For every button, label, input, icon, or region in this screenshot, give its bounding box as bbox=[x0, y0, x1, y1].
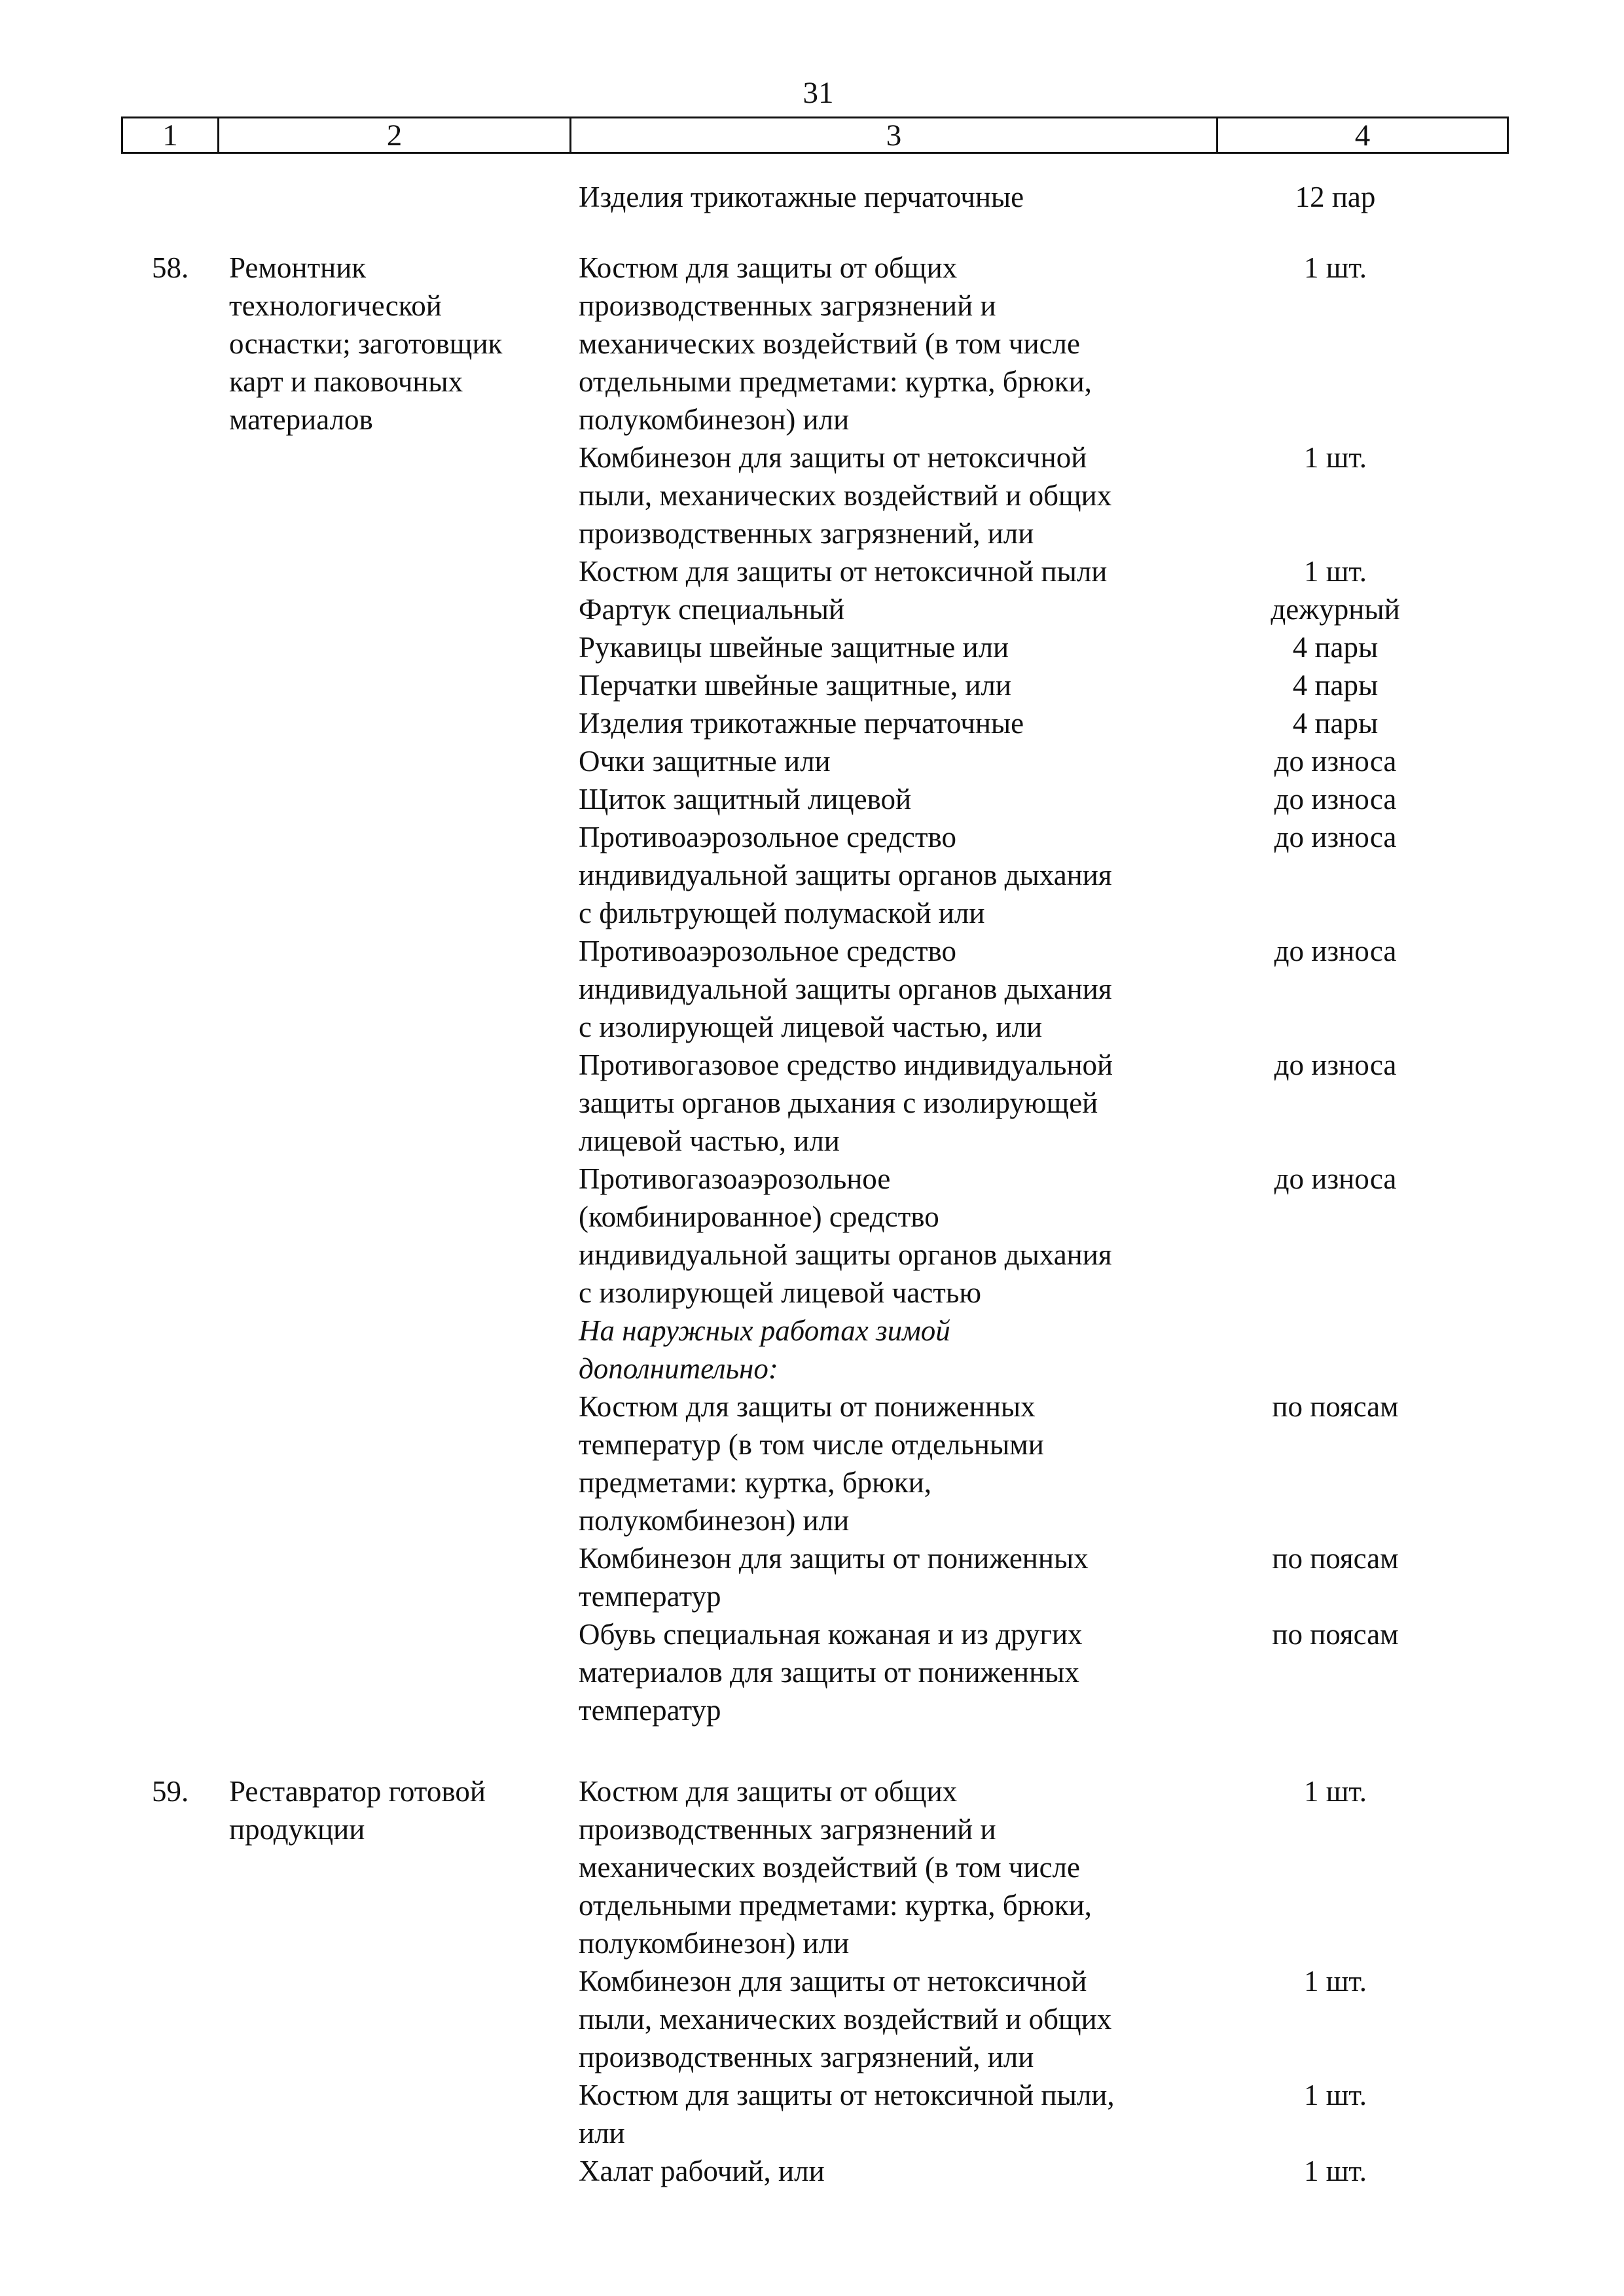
equipment-item-line: пыли, механических воздействий и общих bbox=[579, 2003, 1112, 2036]
equipment-item-line: или bbox=[579, 2117, 625, 2149]
equipment-item-line: Изделия трикотажные перчаточные bbox=[579, 181, 1024, 213]
equipment-item-line: Комбинезон для защиты от нетоксичной bbox=[579, 1965, 1087, 1998]
profession-name-line: Ремонтник bbox=[229, 251, 367, 284]
issue-norm: 4 пары bbox=[1292, 631, 1379, 664]
equipment-item-line: индивидуальной защиты органов дыхания bbox=[579, 859, 1112, 891]
issue-norm: 1 шт. bbox=[1304, 1775, 1367, 1808]
equipment-item-line: производственных загрязнений и bbox=[579, 1813, 996, 1846]
profession-name-line: карт и паковочных bbox=[229, 365, 463, 398]
equipment-item-line: предметами: куртка, брюки, bbox=[579, 1466, 931, 1499]
equipment-item-line: Противогазовое средство индивидуальной bbox=[579, 1049, 1113, 1081]
equipment-item-line: Очки защитные или bbox=[579, 745, 831, 778]
equipment-item-line: индивидуальной защиты органов дыхания bbox=[579, 973, 1112, 1005]
issue-norm: по поясам bbox=[1272, 1390, 1399, 1423]
equipment-item-line: температур (в том числе отдельными bbox=[579, 1428, 1044, 1461]
issue-norm: 1 шт. bbox=[1304, 251, 1367, 284]
equipment-item-line: механических воздействий (в том числе bbox=[579, 1851, 1080, 1884]
equipment-item-line: Костюм для защиты от общих bbox=[579, 251, 958, 284]
row-number: 58. bbox=[152, 251, 189, 284]
equipment-item-line: производственных загрязнений и bbox=[579, 289, 996, 322]
equipment-item-line: защиты органов дыхания с изолирующей bbox=[579, 1086, 1098, 1119]
equipment-item-line: Щиток защитный лицевой bbox=[579, 783, 912, 816]
issue-norm: 1 шт. bbox=[1304, 1965, 1367, 1998]
equipment-item-line: материалов для защиты от пониженных bbox=[579, 1656, 1079, 1689]
equipment-item-line: индивидуальной защиты органов дыхания bbox=[579, 1238, 1112, 1271]
equipment-item-line: Комбинезон для защиты от пониженных bbox=[579, 1542, 1089, 1575]
header-column-4: 4 bbox=[1354, 118, 1371, 152]
equipment-item-line: температур bbox=[579, 1694, 721, 1727]
equipment-item-line: Халат рабочий, или bbox=[579, 2155, 825, 2187]
equipment-item-line: (комбинированное) средство bbox=[579, 1200, 939, 1233]
equipment-item-line: температур bbox=[579, 1580, 721, 1613]
equipment-item-line: Костюм для защиты от общих bbox=[579, 1775, 958, 1808]
issue-norm: 1 шт. bbox=[1304, 441, 1367, 474]
issue-norm: 1 шт. bbox=[1304, 2155, 1367, 2187]
row-number: 59. bbox=[152, 1775, 189, 1808]
issue-norm: до износа bbox=[1274, 1162, 1397, 1195]
section-note-line: На наружных работах зимой bbox=[579, 1314, 950, 1347]
equipment-item-line: Перчатки швейные защитные, или bbox=[579, 669, 1011, 702]
profession-name-line: Реставратор готовой bbox=[229, 1775, 486, 1808]
equipment-item-line: с фильтрующей полумаской или bbox=[579, 897, 985, 929]
equipment-item-line: Фартук специальный bbox=[579, 593, 845, 626]
issue-norm: 4 пары bbox=[1292, 707, 1379, 740]
equipment-item-line: с изолирующей лицевой частью bbox=[579, 1276, 981, 1309]
issue-norm: по поясам bbox=[1272, 1618, 1399, 1651]
equipment-item-line: пыли, механических воздействий и общих bbox=[579, 479, 1112, 512]
issue-norm: 12 пар bbox=[1295, 181, 1376, 213]
issue-norm: до износа bbox=[1274, 821, 1397, 853]
profession-name-line: продукции bbox=[229, 1813, 365, 1846]
issue-norm: дежурный bbox=[1271, 593, 1400, 626]
issue-norm: 1 шт. bbox=[1304, 2079, 1367, 2111]
column-number-header bbox=[121, 117, 1509, 154]
equipment-item-line: Костюм для защиты от нетоксичной пыли, bbox=[579, 2079, 1115, 2111]
header-column-1: 1 bbox=[123, 118, 219, 152]
issue-norm: до износа bbox=[1274, 935, 1397, 967]
issue-norm: до износа bbox=[1274, 1049, 1397, 1081]
equipment-item-line: Обувь специальная кожаная и из других bbox=[579, 1618, 1083, 1651]
issue-norm: 1 шт. bbox=[1304, 555, 1367, 588]
profession-name-line: оснастки; заготовщик bbox=[229, 327, 503, 360]
issue-norm: 4 пары bbox=[1292, 669, 1379, 702]
header-column-3: 3 bbox=[571, 118, 1218, 152]
header-column-2: 2 bbox=[219, 118, 571, 152]
equipment-item-line: Костюм для защиты от нетоксичной пыли bbox=[579, 555, 1108, 588]
profession-name-line: технологической bbox=[229, 289, 442, 322]
equipment-item-line: с изолирующей лицевой частью, или bbox=[579, 1011, 1043, 1043]
equipment-item-line: производственных загрязнений, или bbox=[579, 2041, 1034, 2073]
equipment-item-line: Комбинезон для защиты от нетоксичной bbox=[579, 441, 1087, 474]
equipment-item-line: Противогазоаэрозольное bbox=[579, 1162, 891, 1195]
equipment-item-line: Противоаэрозольное средство bbox=[579, 821, 956, 853]
profession-name-line: материалов bbox=[229, 403, 373, 436]
equipment-item-line: Противоаэрозольное средство bbox=[579, 935, 956, 967]
page-number: 31 bbox=[803, 76, 834, 110]
equipment-item-line: лицевой частью, или bbox=[579, 1124, 840, 1157]
equipment-item-line: отдельными предметами: куртка, брюки, bbox=[579, 1889, 1092, 1922]
equipment-item-line: полукомбинезон) или bbox=[579, 403, 850, 436]
equipment-item-line: полукомбинезон) или bbox=[579, 1504, 850, 1537]
equipment-item-line: Изделия трикотажные перчаточные bbox=[579, 707, 1024, 740]
equipment-item-line: механических воздействий (в том числе bbox=[579, 327, 1080, 360]
issue-norm: до износа bbox=[1274, 783, 1397, 816]
equipment-item-line: Рукавицы швейные защитные или bbox=[579, 631, 1009, 664]
section-note-line: дополнительно: bbox=[579, 1352, 778, 1385]
issue-norm: до износа bbox=[1274, 745, 1397, 778]
equipment-item-line: производственных загрязнений, или bbox=[579, 517, 1034, 550]
issue-norm: по поясам bbox=[1272, 1542, 1399, 1575]
equipment-item-line: отдельными предметами: куртка, брюки, bbox=[579, 365, 1092, 398]
equipment-item-line: полукомбинезон) или bbox=[579, 1927, 850, 1960]
equipment-item-line: Костюм для защиты от пониженных bbox=[579, 1390, 1036, 1423]
